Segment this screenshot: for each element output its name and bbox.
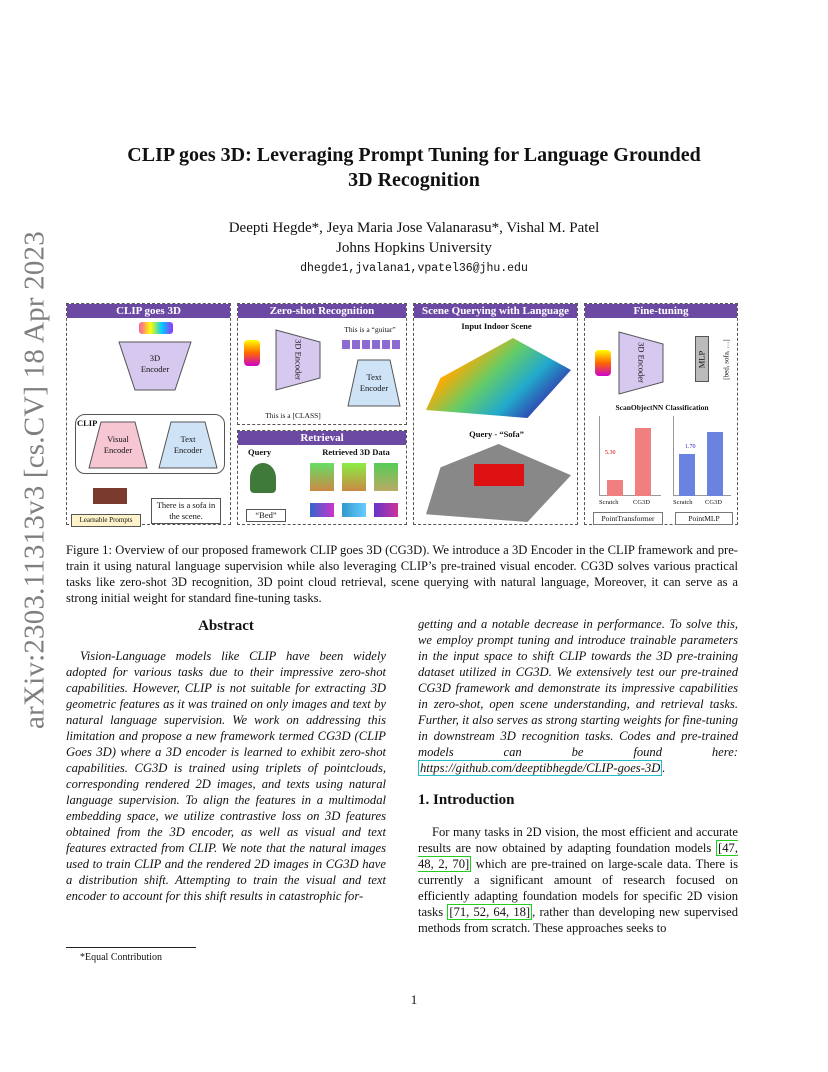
abstract-continued: getting and a notable decrease in performance. To solve this, we employ prompt tuning and introduce trainable parameters in the input space to shift CLIP towards the 3D pre-training dataset utilized in CG3D. We extensively test our pre-trained CG3D framework and demonstrate its impressive capabilities in zero-shot, open scene understanding, and retrieval tasks. Further, it also serves as strong starting weights for fine-tuning in downstream 3D recognition tasks. Codes and pre-trained models can be found here: bbox=[418, 617, 738, 759]
mlp-scratch-bar bbox=[679, 454, 695, 496]
footnote-rule bbox=[66, 947, 196, 948]
intro-paragraph bbox=[418, 824, 738, 936]
pt-cg3d-bar bbox=[635, 428, 651, 496]
right-column bbox=[418, 616, 738, 936]
affiliation: Johns Hopkins University bbox=[336, 240, 492, 256]
figure-caption: Figure 1: Overview of our proposed framework CLIP goes 3D (CG3D). We introduce a 3D Encoder in the CLIP framework and pre-train it using natural language supervision while also leveraging CLIP’s pre-trained visual encoder. CG3D solves various practical tasks like zero-shot 3D recognition, 3D point cloud retrieval, scene querying with natural language, Moreover, it can serve as a strong initial weight for standard fine-tuning tasks. bbox=[66, 543, 738, 605]
abstract-heading: Abstract bbox=[198, 618, 254, 634]
pt-scratch-bar bbox=[607, 480, 623, 496]
panel-scene-querying bbox=[413, 303, 578, 525]
mlp-x-label-cg3d: CG3D bbox=[705, 499, 722, 506]
plant-image-icon bbox=[250, 463, 276, 493]
retrieved-plant-2 bbox=[342, 463, 366, 491]
pt-gain-label: 5.30 bbox=[605, 450, 616, 456]
class-list-label: [bed, sofa, …] bbox=[722, 339, 731, 380]
zs-text-encoder-label: Text Encoder bbox=[359, 372, 389, 393]
panel-title: Fine-tuning bbox=[585, 304, 737, 318]
title-line-2: 3D Recognition bbox=[348, 169, 480, 191]
3d-encoder-label: 3D Encoder bbox=[140, 353, 170, 374]
visual-encoder-label: Visual Encoder bbox=[103, 434, 133, 455]
sofa-highlight bbox=[474, 464, 524, 486]
similarity-vector bbox=[342, 340, 402, 349]
pointcloud-thumbnail bbox=[139, 322, 173, 334]
input-scene-pointcloud bbox=[426, 338, 571, 418]
panel-title: CLIP goes 3D bbox=[67, 304, 230, 318]
ft-guitar-icon bbox=[595, 350, 611, 376]
learnable-prompts-box: Learnable Prompts bbox=[71, 514, 141, 527]
arxiv-identifier: arXiv:2303.11313v3 [cs.CV] 18 Apr 2023 bbox=[18, 231, 51, 729]
code-link[interactable]: https://github.com/deeptibhegde/CLIP-goes-3D bbox=[420, 761, 661, 775]
sofa-caption-box: There is a sofa in the scene. bbox=[151, 498, 221, 524]
clip-label: CLIP bbox=[77, 418, 98, 428]
author-emails: dhegde1,jvalana1,vpatel36@jhu.edu bbox=[300, 262, 528, 275]
author-list: Deepti Hegde*, Jeya Maria Jose Valanarasu*, Vishal M. Patel bbox=[228, 220, 600, 236]
sofa-query-label: Query - “Sofa” bbox=[469, 429, 524, 439]
abstract-text-right: getting and a notable decrease in performance. To solve this, we employ prompt tuning and introduce trainable parameters in the input space to shift CLIP towards the 3D pre-training dataset utilized in CG3D. We extensively test our pre-trained CG3D framework and demonstrate its impressive capabilities in zero-shot, open scene understanding, and retrieval tasks. Further, it also serves as strong starting weights for fine-tuning in downstream 3D recognition tasks. Codes and pre-trained models can be found here: https://github.com/deeptibhegde/CLIP-goes-3D . bbox=[418, 617, 738, 775]
guitar-pointcloud-icon bbox=[244, 340, 260, 366]
retrieved-label: Retrieved 3D Data bbox=[322, 447, 390, 457]
intro-text-b: which are pre-trained on large-scale data. There is currently a significant amount of research focused on efficiently adapting foundation models for specific 2D vision tasks bbox=[418, 857, 738, 919]
intro-text-c: , rather than developing new supervised methods from scratch. These approaches seeks to bbox=[418, 905, 739, 935]
sofa-image-icon bbox=[93, 488, 127, 504]
citation-link-1[interactable]: [47, 48, 2, 70] bbox=[418, 841, 738, 871]
text-encoder-label: Text Encoder bbox=[173, 434, 203, 455]
retrieved-bed-1 bbox=[310, 503, 334, 517]
chart-title: ScanObjectNN Classification bbox=[615, 403, 709, 412]
guitar-prompt-label: This is a “guitar” bbox=[344, 325, 396, 334]
ft-encoder-label: 3D Encoder bbox=[636, 342, 647, 383]
paper-title bbox=[100, 143, 728, 193]
bed-query-box: “Bed” bbox=[246, 509, 286, 522]
panel-zero-shot bbox=[237, 303, 407, 425]
mlp-gain-label: 1.70 bbox=[685, 444, 696, 450]
retrieved-plant-1 bbox=[310, 463, 334, 491]
title-line-1: CLIP goes 3D: Leveraging Prompt Tuning for Language Grounded bbox=[127, 144, 701, 166]
pt-model-label: PointTransformer bbox=[593, 512, 663, 525]
citation-link-2[interactable]: [71, 52, 64, 18] bbox=[449, 905, 531, 919]
mlp-label: MLP bbox=[696, 350, 707, 369]
mlp-x-label-scratch: Scratch bbox=[673, 499, 693, 506]
left-column bbox=[66, 616, 386, 904]
intro-text-a: For many tasks in 2D vision, the most efficient and accurate results are now obtained by adapting foundation models bbox=[418, 825, 738, 855]
mlp-model-label: PointMLP bbox=[675, 512, 733, 525]
class-template-label: This is a [CLASS] bbox=[265, 411, 321, 420]
panel-clip-goes-3d bbox=[66, 303, 231, 525]
panel-retrieval bbox=[237, 430, 407, 525]
pt-x-label-scratch: Scratch bbox=[599, 499, 619, 506]
pt-x-label-cg3d: CG3D bbox=[633, 499, 650, 506]
query-label: Query bbox=[248, 447, 272, 457]
footnote: *Equal Contribution bbox=[80, 952, 162, 963]
introduction-heading: 1. Introduction bbox=[418, 792, 515, 808]
page-number: 1 bbox=[410, 992, 418, 1007]
retrieved-bed-2 bbox=[342, 503, 366, 517]
mlp-cg3d-bar bbox=[707, 432, 723, 496]
panel-title: Zero-shot Recognition bbox=[238, 304, 406, 318]
zero-shot-encoder-label: 3D Encoder bbox=[293, 339, 304, 380]
abstract-text-left: Vision-Language models like CLIP have been widely adopted for various tasks due to their impressive zero-shot capabilities. However, CLIP is not suitable for extracting 3D geometric features as it was trained on only images and text by natural language supervision. We work on addressing this limitation and propose a new framework termed CG3D (CLIP Goes 3D) where a 3D encoder is learned to exhibit zero-shot capabilities. CG3D is trained using triplets of pointclouds, corresponding rendered 2D images, and texts using natural language supervision. To align the features in a multimodal embedding space, we utilize contrastive loss on 3D features obtained from the 3D encoder, as well as visual and text features extracted from CLIP. We note that the natural images used to train CLIP and the rendered 2D images in CG3D have a distribution shift. Attempting to train the visual and text encoder to account for this shift results in catastrophic for- bbox=[66, 649, 386, 903]
retrieved-bed-3 bbox=[374, 503, 398, 517]
panel-title: Scene Querying with Language bbox=[414, 304, 577, 318]
input-scene-label: Input Indoor Scene bbox=[461, 321, 532, 331]
retrieved-plant-3 bbox=[374, 463, 398, 491]
panel-fine-tuning bbox=[584, 303, 738, 525]
panel-title: Retrieval bbox=[238, 431, 406, 445]
figure-1 bbox=[66, 300, 738, 526]
